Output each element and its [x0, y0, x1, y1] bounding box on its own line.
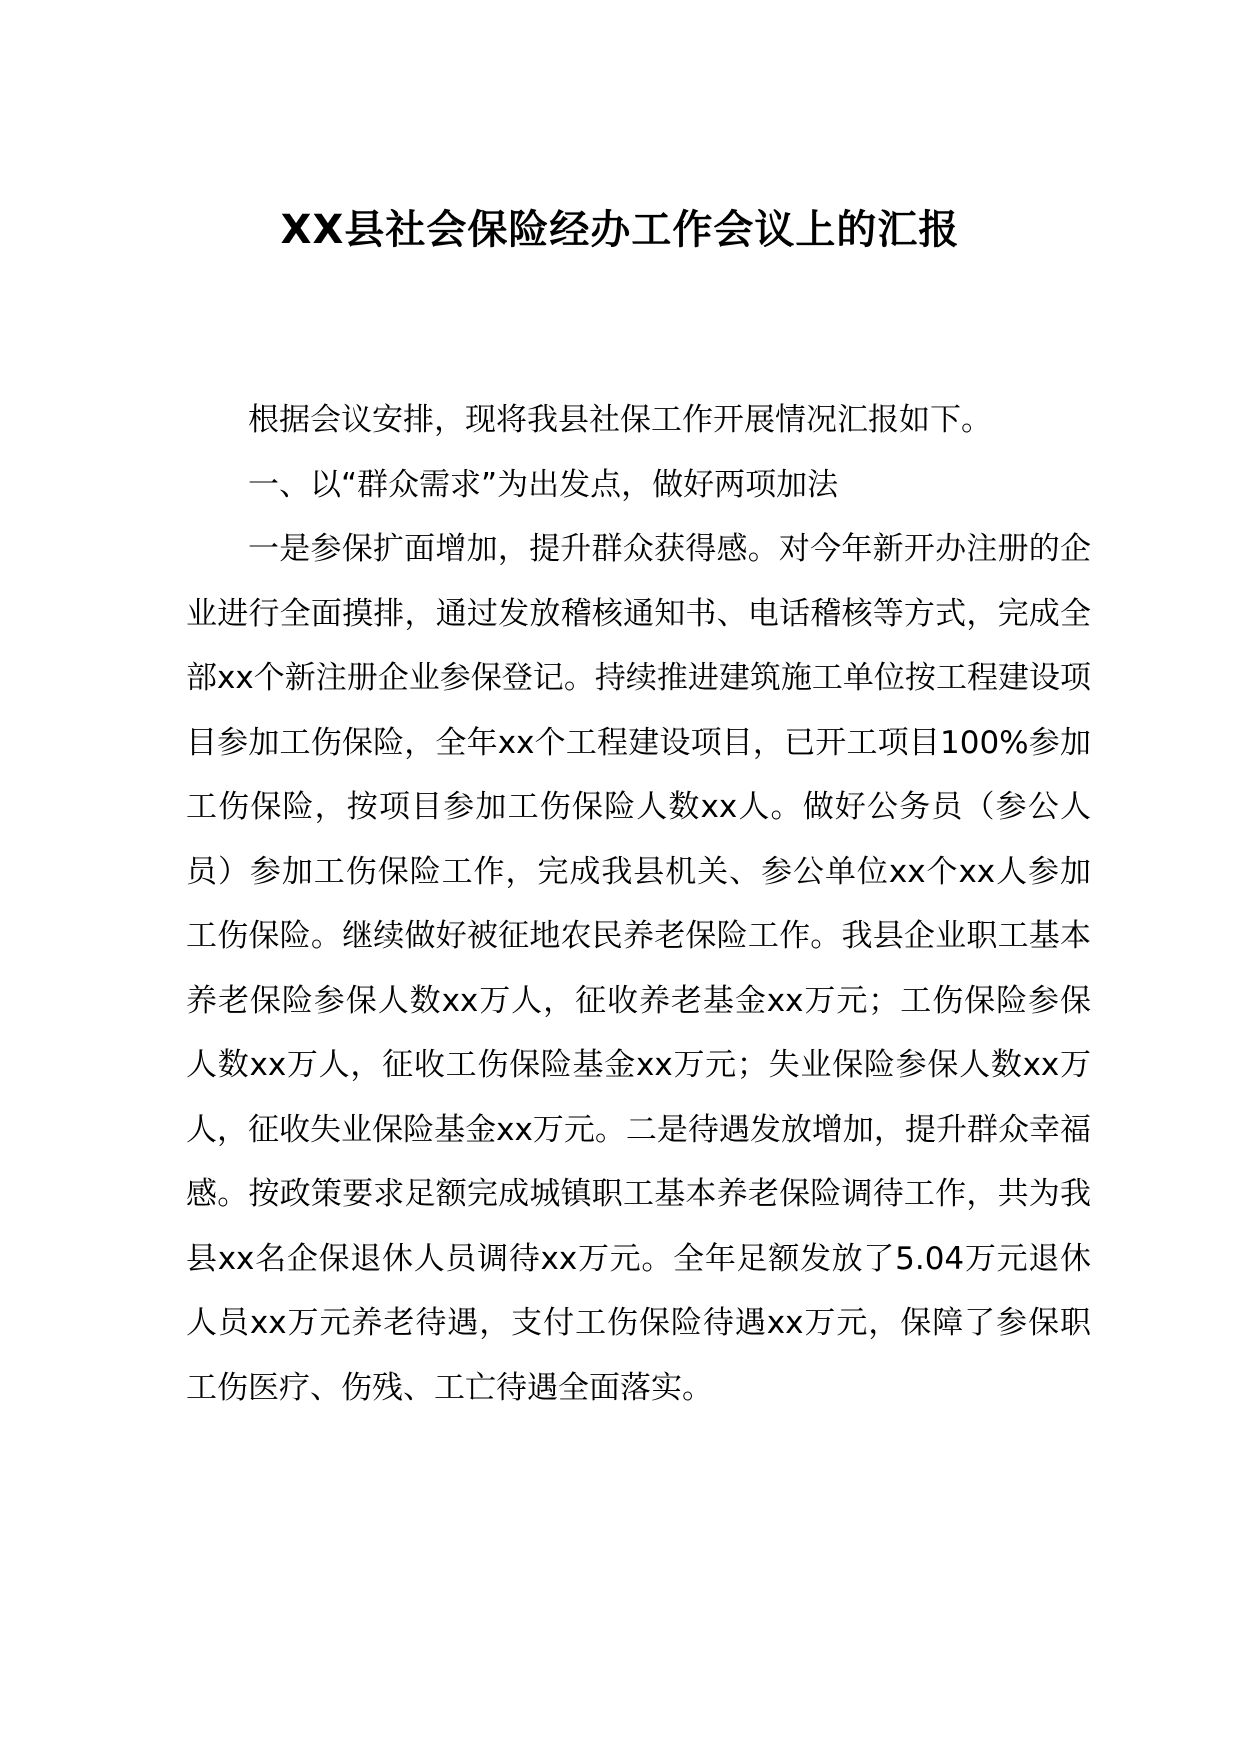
section-heading-1: 一、以“群众需求”为出发点，做好两项加法 [248, 466, 839, 503]
paragraph-intro: 根据会议安排，现将我县社保工作开展情况汇报如下。 [248, 402, 992, 438]
document-title: XX县社会保险经办工作会议上的汇报 [280, 207, 960, 253]
paragraph-body: 一是参保扩面增加，提升群众获得感。对今年新开办注册的企业进行全面摸排，通过发放稽核通知书、电话稽核等方式，完成全部xx个新注册企业参保登记。持续推进建筑施工单位按工程建设项目参加工伤保险，全年xx个工程建设项目，已开工项目100%参加工伤保险，按项目参加工伤保险人数xx人。做好公务员（参公人员）参加工伤保险工作，完成我县机关、参公单位xx个xx人参加工伤保险。继续做好被征地农民养老保险工作。我县企业职工基本养老保险参保人数xx万人，征收养老基金xx万元；工伤保险参保人数xx万人，征收工伤保险基金xx万元；失业保险参保人数xx万人，征收失业保险基金xx万元。二是待遇发放增加，提升群众幸福感。按政策要求足额完成城镇职工基本养老保险调待工作，共为我县xx名企保退休人员调待xx万元。全年足额发放了5.04万元退休人员xx万元养老待遇，支付工伤保险待遇xx万元，保障了参保职工伤医疗、伤残、工亡待遇全面落实。 [186, 531, 1091, 1406]
document-body [186, 388, 1091, 1420]
